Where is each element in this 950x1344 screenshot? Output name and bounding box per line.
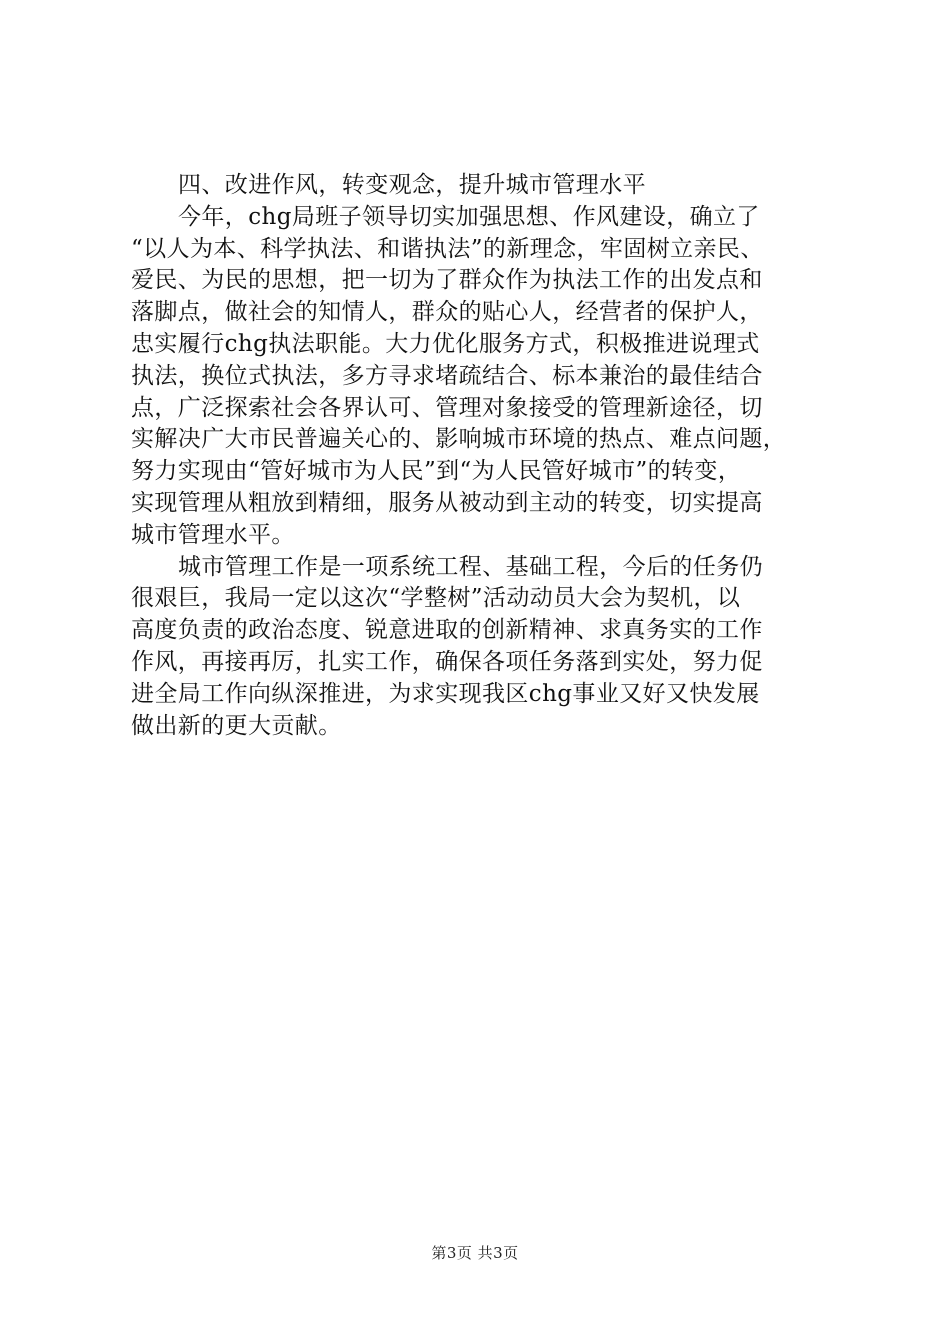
paragraph-line: 很艰巨，我局一定以这次“学整树”活动动员大会为契机，以 (131, 585, 741, 612)
paragraph-line: 执法，换位式执法，多方寻求堵疏结合、标本兼治的最佳结合 (131, 362, 763, 389)
paragraph-line: 做出新的更大贡献。 (131, 712, 342, 739)
paragraph-line: 城市管理水平。 (131, 521, 295, 548)
document-body (131, 170, 836, 742)
section-heading: 四、改进作风，转变观念，提升城市管理水平 (178, 172, 646, 198)
page-number-footer: 第3页 共3页 (431, 1244, 519, 1262)
paragraph-line: 实现管理从粗放到精细，服务从被动到主动的转变，切实提高 (131, 489, 763, 516)
paragraph-line: 高度负责的政治态度、锐意进取的创新精神、求真务实的工作 (131, 617, 763, 644)
paragraph-line: 点，广泛探索社会各界认可、管理对象接受的管理新途径，切 (131, 394, 763, 421)
paragraph-line: 努力实现由“管好城市为人民”到“为人民管好城市”的转变， (131, 458, 742, 485)
paragraph-line: 今年，chg局班子领导切实加强思想、作风建设，确立了 (178, 203, 760, 230)
paragraph-line: 城市管理工作是一项系统工程、基础工程，今后的任务仍 (178, 553, 763, 580)
paragraph-line: 爱民、为民的思想，把一切为了群众作为执法工作的出发点和 (131, 267, 763, 294)
paragraph-line: 落脚点，做社会的知情人，群众的贴心人，经营者的保护人， (131, 299, 763, 326)
paragraph-line: 进全局工作向纵深推进，为求实现我区chg事业又好又快发展 (131, 680, 760, 707)
paragraph-line: 实解决广大市民普遍关心的、影响城市环境的热点、难点问题， (131, 426, 787, 453)
paragraph-line: 忠实履行chg执法职能。大力优化服务方式，积极推进说理式 (131, 330, 760, 357)
paragraph-line: 作风，再接再厉，扎实工作，确保各项任务落到实处，努力促 (131, 648, 763, 675)
paragraph-line: “以人为本、科学执法、和谐执法”的新理念，牢固树立亲民、 (131, 235, 764, 262)
